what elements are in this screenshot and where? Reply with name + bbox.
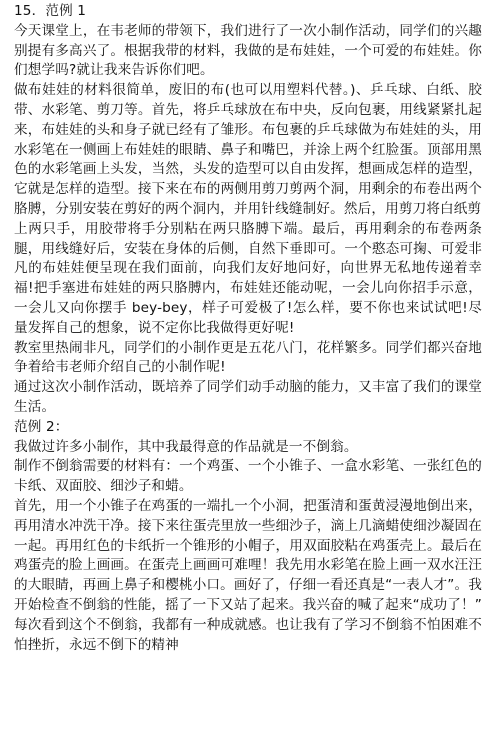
paragraph-favorite-work: 我做过许多小制作，其中我最得意的作品就是一不倒翁。 <box>14 438 358 455</box>
paragraph-materials-and-steps: 做布娃娃的材料很简单，废旧的布(也可以用塑料代替。)、乒乓球、白纸、胶带、水彩笔、剪刀等。首先，将乒乓球放在布中央，反向包裹，用线紧紧扎起来，布娃娃的头和身子就已经有了雏形。布包裹的乒乓球做为布娃娃的头，用水彩笔在一侧画上布娃娃的眼睛、鼻子和嘴巴，并涂上两个红脸蛋。顶部用黑色的水彩笔画上头发，当然，头发的造型可以自由发挥，想画成怎样的造型，它就是怎样的造型。接下来在布的两侧用剪刀剪两个洞，用剩余的布卷出两个胳膊，分别安装在剪好的两个洞内，并用针线缝制好。然后，用剪刀将白纸剪 <box>14 82 482 217</box>
paragraph-conclusion: 通过这次小制作活动，既培养了同学们动手动脑的能力，又丰富了我们的课堂生活。 <box>14 379 482 415</box>
paragraph-tumbler-reflection: 每次看到这个不倒翁，我都有一种成就感。也让我有了学习不倒翁不怕困难不怕挫折，永远不倒下的精神 <box>14 616 482 653</box>
paragraph-tumbler-steps: 首先，用一个小锥子在鸡蛋的一端扎一个小洞，把蛋清和蛋黄浸漫地倒出来，再用清水冲洗干净。接下来往蛋壳里放一些细沙子，滴上几滴蜡使细沙凝固在一起。再用红色的卡纸折一个锥形的小帽子，用双面胶粘在鸡蛋壳上。最后在鸡蛋壳的脸上画画。在蛋壳上画画可难哩！我先用水彩笔在脸上画一双水汪汪的大眼睛，再画上鼻子和樱桃小口。画好了，仔细一看还真是“一表人才”。我开始检查不倒翁的性能，摇了一下又站了起来。我兴奋的喊了起来“成功了！” <box>14 497 482 613</box>
paragraph-finishing: 上两只手，用胶带将手分别粘在两只胳膊下端。最后，再用剩余的布卷两条腿，用线缝好后，安装在身体的后侧，自然下垂即可。一个憨态可掬、可爱非凡的布娃娃便呈现在我们面前，向我们友好地问好，向世界无私地传递着幸福!把手塞进布娃娃的两只胳膊内，布娃娃还能动呢，一会儿向你招手示意，一会儿又向你摆手 bey-bey，样子可爱极了!怎么样，要不你也来试试吧!尽量发挥自己的想象，说不定你比我做得更好呢! <box>14 220 482 336</box>
section-heading-example-1: 15．范例 1 <box>14 3 87 19</box>
paragraph-tumbler-materials: 制作不倒翁需要的材料有：一个鸡蛋、一个小锥子、一盒水彩笔、一张红色的卡纸、双面胶、细沙子和蜡。 <box>14 458 482 495</box>
section-heading-example-2: 范例 2： <box>14 418 69 435</box>
paragraph-classroom: 教室里热闹非凡，同学们的小制作更是五花八门，花样繁多。同学们都兴奋地争着给韦老师介绍自己的小制作呢! <box>14 339 482 376</box>
paragraph-intro: 今天课堂上，在韦老师的带领下，我们进行了一次小制作活动，同学们的兴趣别提有多高兴了。根据我带的材料，我做的是布娃娃，一个可爱的布娃娃。你们想学吗?就让我来告诉你们吧。 <box>14 22 482 79</box>
